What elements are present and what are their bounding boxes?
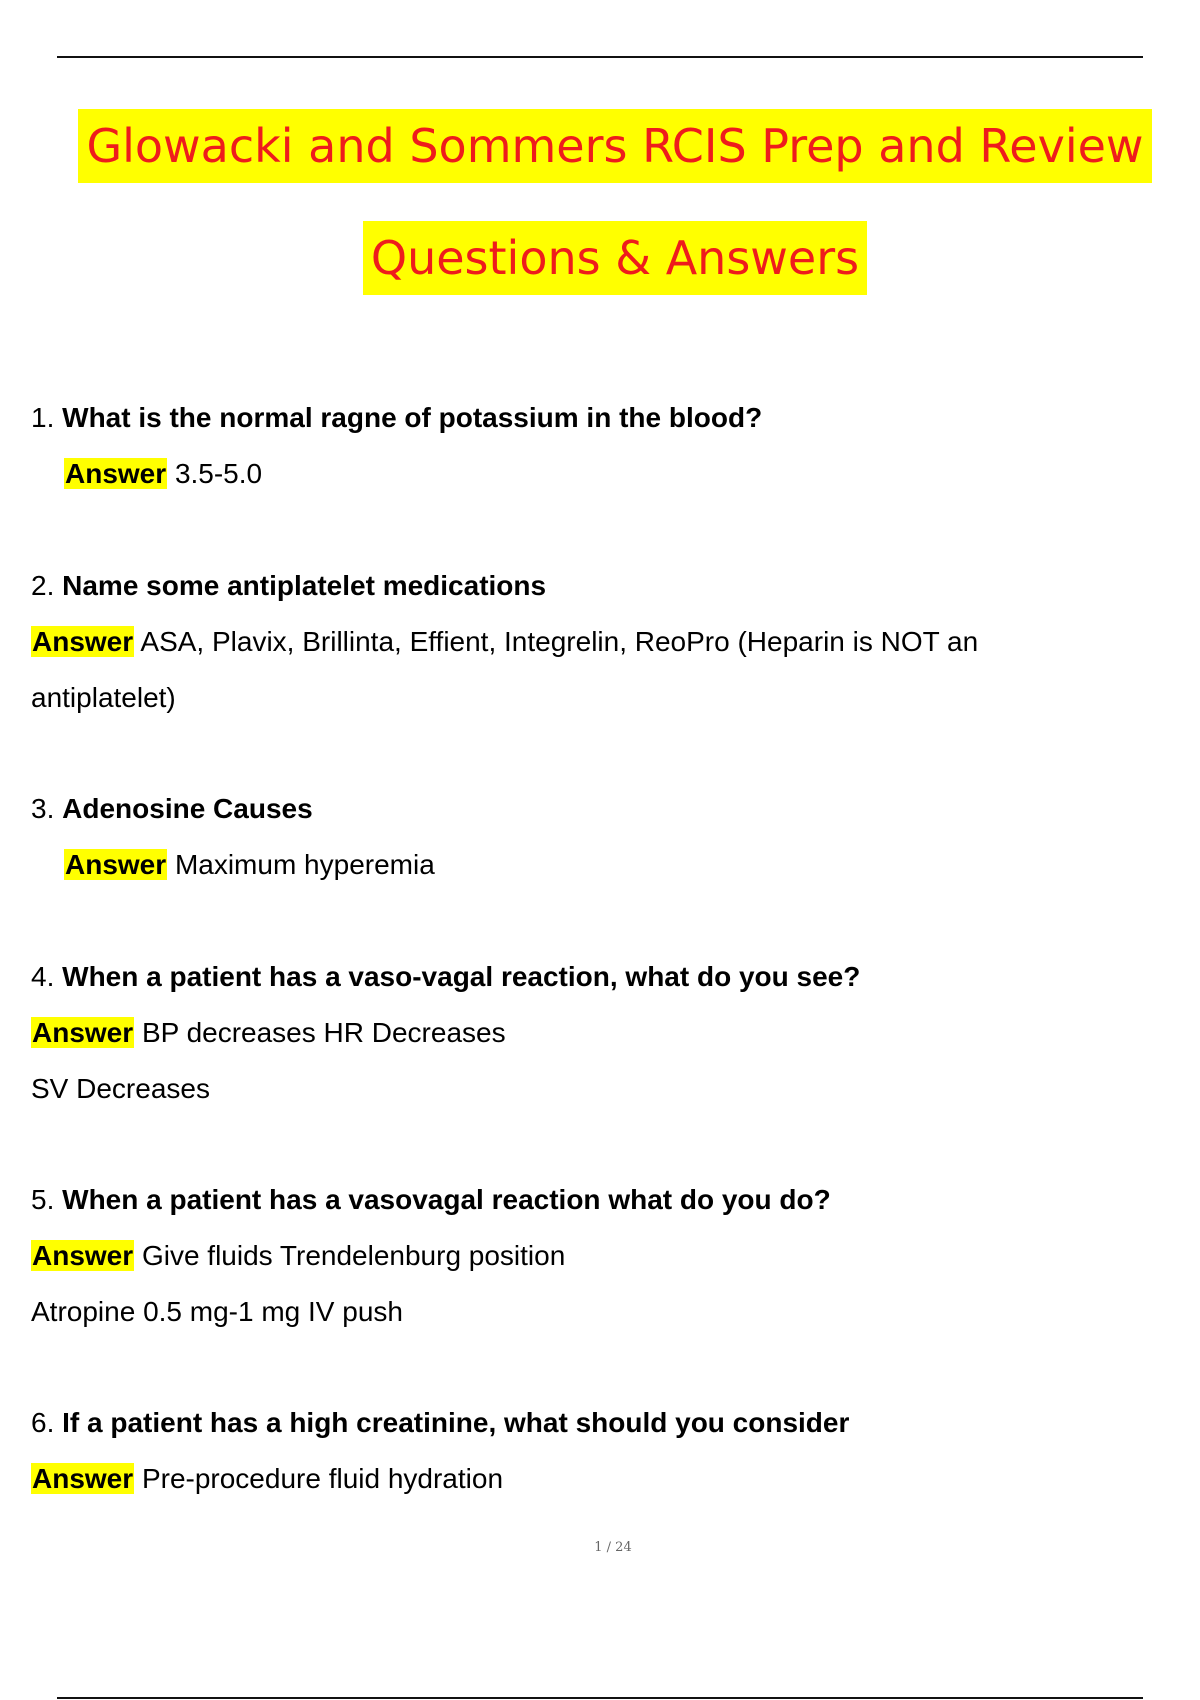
answer-4-continued <box>31 1061 1171 1117</box>
answer-label: Answer <box>32 1240 134 1271</box>
answer-4 <box>31 1005 1171 1061</box>
question-text: What is the normal ragne of potassium in the blood? <box>62 402 763 433</box>
question-4 <box>31 949 1171 1005</box>
question-number: 3. <box>31 793 55 824</box>
question-number: 1. <box>31 402 55 433</box>
document-title-line-1 <box>15 109 1200 183</box>
title-highlight-2: Questions & Answers <box>363 221 867 295</box>
bottom-rule <box>57 1697 1143 1699</box>
answer-2 <box>31 614 1171 670</box>
document-title-line-2 <box>15 221 1200 295</box>
qa-item-5 <box>31 1172 1171 1340</box>
question-number: 5. <box>31 1184 55 1215</box>
answer-text: SV Decreases <box>31 1073 210 1104</box>
question-text: Name some antiplatelet medications <box>62 570 547 601</box>
question-1 <box>31 390 1171 446</box>
answer-5 <box>31 1228 1171 1284</box>
question-text: When a patient has a vaso-vagal reaction, what do you see? <box>62 961 861 992</box>
question-5 <box>31 1172 1171 1228</box>
answer-label: Answer <box>32 1463 134 1494</box>
qa-item-1 <box>31 390 1171 502</box>
question-number: 6. <box>31 1407 55 1438</box>
answer-text: Maximum hyperemia <box>174 849 435 880</box>
answer-2-continued <box>31 670 1171 726</box>
answer-text: Atropine 0.5 mg-1 mg IV push <box>31 1296 403 1327</box>
answer-label: Answer <box>32 1017 134 1048</box>
answer-5-continued <box>31 1284 1171 1340</box>
page-number: 1 / 24 <box>594 1540 632 1555</box>
question-text: Adenosine Causes <box>62 793 313 824</box>
question-6 <box>31 1395 1171 1451</box>
qa-item-2 <box>31 558 1171 726</box>
qa-item-6 <box>31 1395 1171 1507</box>
answer-label: Answer <box>65 458 167 489</box>
answer-1 <box>31 446 1171 502</box>
question-3 <box>31 781 1171 837</box>
question-2 <box>31 558 1171 614</box>
top-rule <box>57 56 1143 58</box>
answer-text: Give fluids Trendelenburg position <box>141 1240 566 1271</box>
question-number: 2. <box>31 570 55 601</box>
title-highlight-1: Glowacki and Sommers RCIS Prep and Review <box>78 109 1151 183</box>
qa-item-4 <box>31 949 1171 1117</box>
answer-text: 3.5-5.0 <box>174 458 263 489</box>
answer-label: Answer <box>32 626 134 657</box>
answer-3 <box>31 837 1171 893</box>
answer-text: BP decreases HR Decreases <box>141 1017 506 1048</box>
question-number: 4. <box>31 961 55 992</box>
answer-text: ASA, Plavix, Brillinta, Effient, Integrelin, ReoPro (Heparin is NOT an <box>140 626 979 657</box>
answer-text: Pre-procedure fluid hydration <box>141 1463 504 1494</box>
answer-6 <box>31 1451 1171 1507</box>
answer-label: Answer <box>65 849 167 880</box>
answer-text: antiplatelet) <box>31 682 176 713</box>
question-text: When a patient has a vasovagal reaction what do you do? <box>62 1184 831 1215</box>
qa-item-3 <box>31 781 1171 893</box>
question-text: If a patient has a high creatinine, what should you consider <box>62 1407 850 1438</box>
